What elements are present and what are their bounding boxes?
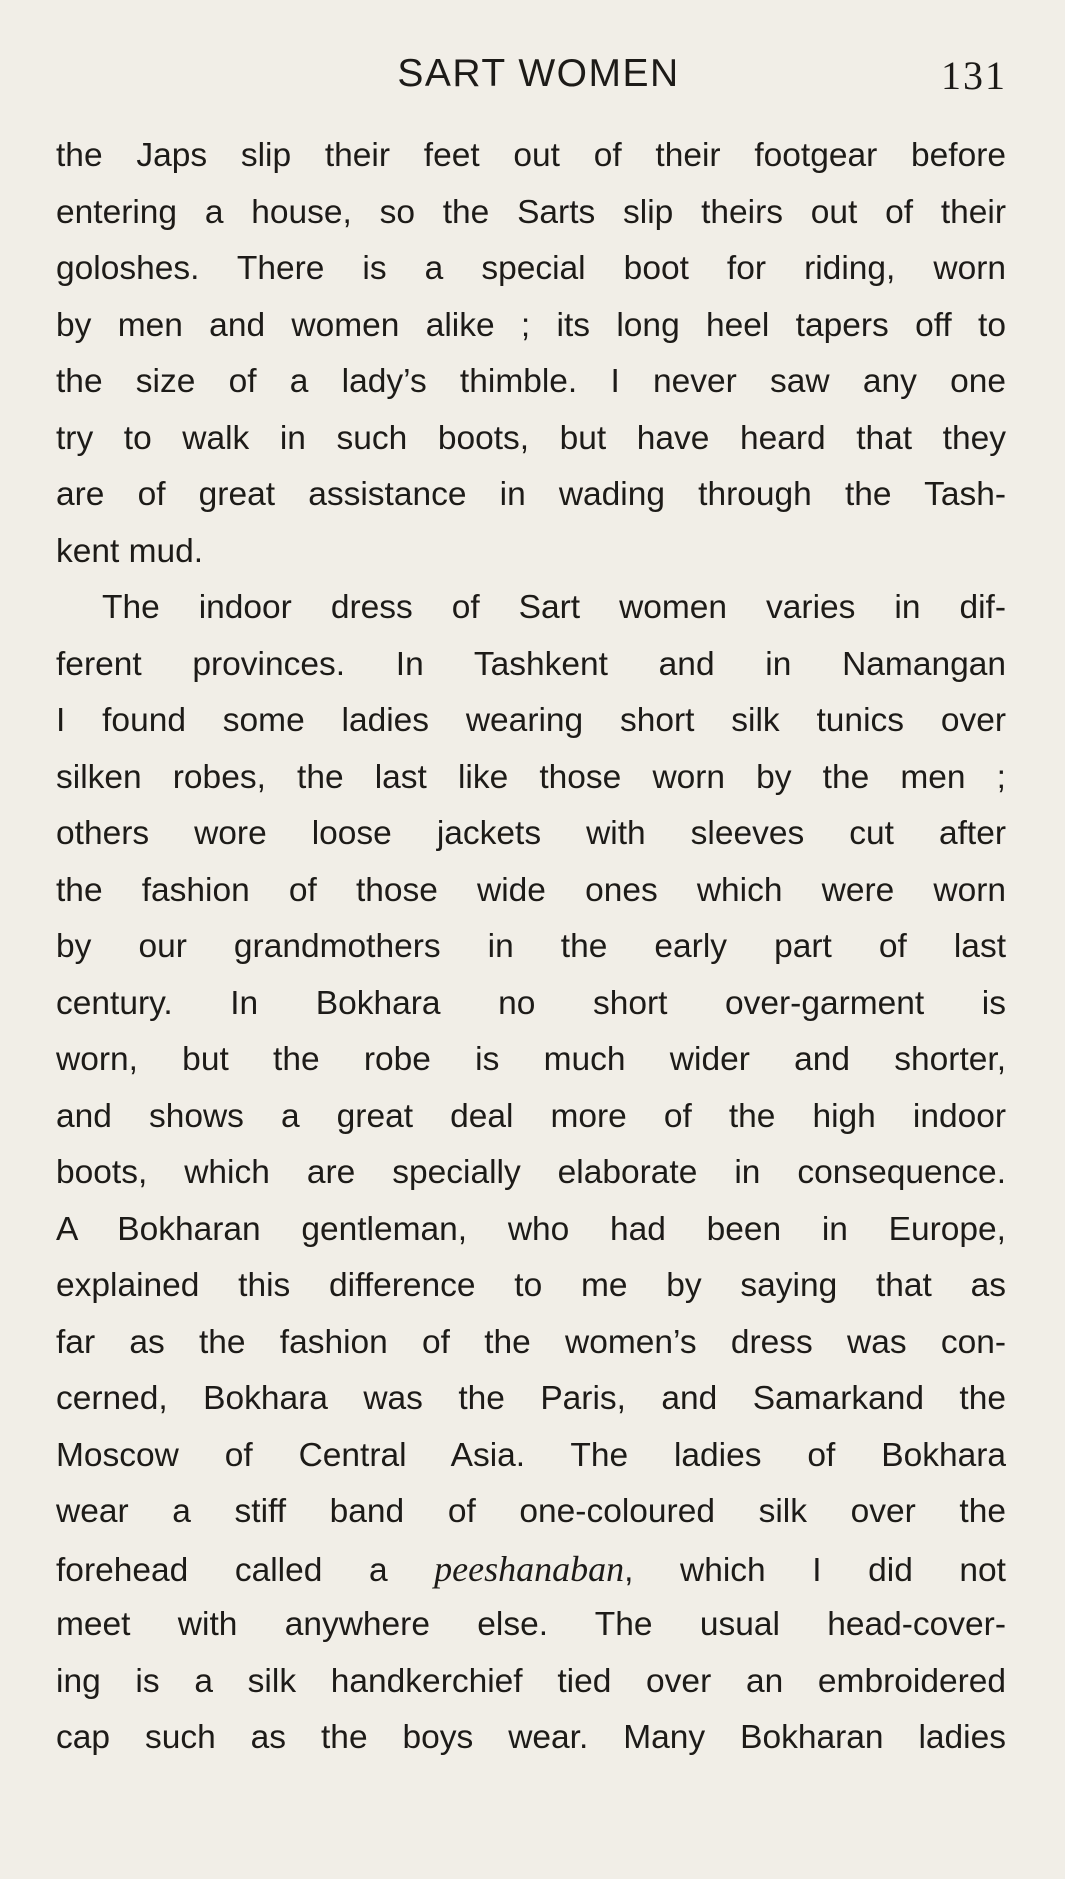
page-header [0, 44, 1065, 104]
text-line: The indoor dress of Sart women varies in dif- [102, 589, 1006, 626]
text-line: others wore loose jackets with sleeves cut after [56, 815, 1006, 852]
text-line: century. In Bokhara no short over-garment is [56, 984, 1006, 1022]
text-line: ing is a silk handkerchief tied over an embroidered [56, 1662, 1006, 1700]
text-segment: forehead called a [56, 1551, 435, 1589]
text-line: are of great assistance in wading through the Tash- [56, 476, 1006, 513]
text-line: A Bokharan gentleman, who had been in Europe, [56, 1210, 1006, 1248]
text-line: the size of a lady’s thimble. I never saw any one [56, 363, 1006, 400]
text-line: by men and women alike ; its long heel tapers off to [56, 306, 1006, 344]
text-line: wear a stiff band of one-coloured silk over the [56, 1493, 1006, 1530]
text-line: silken robes, the last like those worn by the men ; [56, 758, 1006, 796]
text-line-with-italic [56, 1541, 1006, 1598]
text-line: the fashion of those wide ones which were worn [56, 871, 1006, 909]
italic-term: peeshanaban [434, 1548, 625, 1589]
text-line: kent mud. [56, 532, 204, 570]
text-line: I found some ladies wearing short silk tunics over [56, 702, 1006, 739]
text-line: far as the fashion of the women’s dress was con- [56, 1323, 1006, 1361]
text-line: try to walk in such boots, but have heard that they [56, 419, 1006, 457]
running-title: SART WOMEN [397, 52, 680, 95]
text-line: cerned, Bokhara was the Paris, and Samarkand the [56, 1380, 1006, 1417]
text-line: Moscow of Central Asia. The ladies of Bokhara [56, 1436, 1006, 1474]
text-line: cap such as the boys wear. Many Bokharan ladies [56, 1719, 1006, 1756]
text-line: and shows a great deal more of the high indoor [56, 1097, 1006, 1135]
text-line: the Japs slip their feet out of their footgear before [56, 137, 1006, 174]
text-line: by our grandmothers in the early part of last [56, 928, 1006, 965]
text-segment: , which I did not [624, 1551, 1006, 1589]
body-text [56, 128, 1006, 1767]
text-line: meet with anywhere else. The usual head-cover- [56, 1606, 1006, 1643]
text-line: entering a house, so the Sarts slip theirs out of their [56, 193, 1006, 231]
text-line: ferent provinces. In Tashkent and in Namangan [56, 645, 1006, 683]
text-line: boots, which are specially elaborate in consequence. [56, 1154, 1006, 1191]
page-number: 131 [941, 53, 1007, 98]
text-line: explained this difference to me by saying that as [56, 1267, 1006, 1304]
text-line: worn, but the robe is much wider and shorter, [56, 1041, 1006, 1078]
text-line: goloshes. There is a special boot for riding, worn [56, 250, 1006, 287]
